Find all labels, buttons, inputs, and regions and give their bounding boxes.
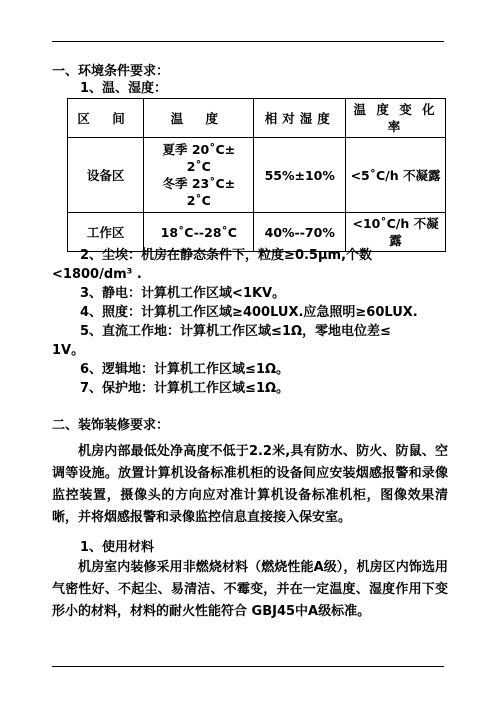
temp-summer: 夏季 20˚C± bbox=[162, 142, 236, 157]
temp-winter: 冬季 23˚C± bbox=[162, 176, 236, 191]
item-static: 3、静电：计算机工作区域<1KV。 bbox=[80, 286, 286, 301]
header-temp-change-rate: 温 度 变 化 率 bbox=[346, 99, 446, 138]
header-humidity: 相对湿度 bbox=[254, 99, 346, 138]
subsection-materials: 1、使用材料 bbox=[80, 540, 155, 555]
cell-rate-equipment: <5˚C/h 不凝露 bbox=[346, 138, 446, 213]
item-dc-ground-cont: 1V。 bbox=[52, 343, 85, 358]
environment-table bbox=[67, 98, 446, 252]
paragraph-room-requirements: 机房内部最低处净高度不低于2.2米,具有防水、防火、防鼠、空调等设施。放置计算机设备标准机柜的设备间应安装烟感报警和录像监控装置，摄像头的方向应对准计算机设备标准机柜，图像效果清晰，并将烟感报警和录像监控信息直接接入保安室。 bbox=[52, 444, 448, 525]
header-rule bbox=[52, 41, 444, 42]
paragraph-materials: 机房室内装修采用非燃烧材料（燃烧性能A级），机房区内饰选用气密性好、不起尘、易清洁、不霉变，并在一定温度、湿度作用下变形小的材料，材料的耐火性能符合 GBJ45中A级标准。 bbox=[52, 560, 448, 619]
item-dc-ground: 5、直流工作地：计算机工作区域≤1Ω，零地电位差≤ bbox=[80, 324, 391, 339]
table-row bbox=[68, 138, 446, 213]
item-protect-ground: 7、保护地：计算机工作区域≤1Ω。 bbox=[80, 381, 290, 396]
footer-rule bbox=[52, 666, 444, 667]
item-dust-cont: <1800/dm³ . bbox=[52, 267, 142, 282]
cell-rate-work: <10˚C/h 不凝露 bbox=[346, 213, 446, 252]
temp-winter-tol: 2˚C bbox=[186, 193, 211, 208]
header-temperature: 温 度 bbox=[144, 99, 254, 138]
table-header-row bbox=[68, 99, 446, 138]
cell-temp-work: 18˚C--28˚C bbox=[144, 213, 254, 252]
header-zone: 区 间 bbox=[68, 99, 144, 138]
item-illumination: 4、照度：计算机工作区域≥400LUX.应急照明≥60LUX. bbox=[80, 305, 418, 320]
section-2-title: 二、装饰装修要求： bbox=[52, 418, 170, 433]
cell-zone-equipment: 设备区 bbox=[68, 138, 144, 213]
item-logic-ground: 6、逻辑地：计算机工作区域≤1Ω。 bbox=[80, 362, 290, 377]
item-dust: 2、尘埃：机房在静态条件下，粒度≥0.5μm,个数 bbox=[80, 248, 373, 263]
cell-humidity-equipment: 55%±10% bbox=[254, 138, 346, 213]
cell-humidity-work: 40%--70% bbox=[254, 213, 346, 252]
table-row bbox=[68, 213, 446, 252]
section-1-title: 一、环境条件要求： bbox=[52, 64, 170, 79]
temp-summer-tol: 2˚C bbox=[186, 159, 211, 174]
cell-temp-equipment bbox=[144, 138, 254, 213]
cell-zone-work: 工作区 bbox=[68, 213, 144, 252]
subsection-temp-humidity: 1、温、湿度： bbox=[80, 81, 168, 96]
